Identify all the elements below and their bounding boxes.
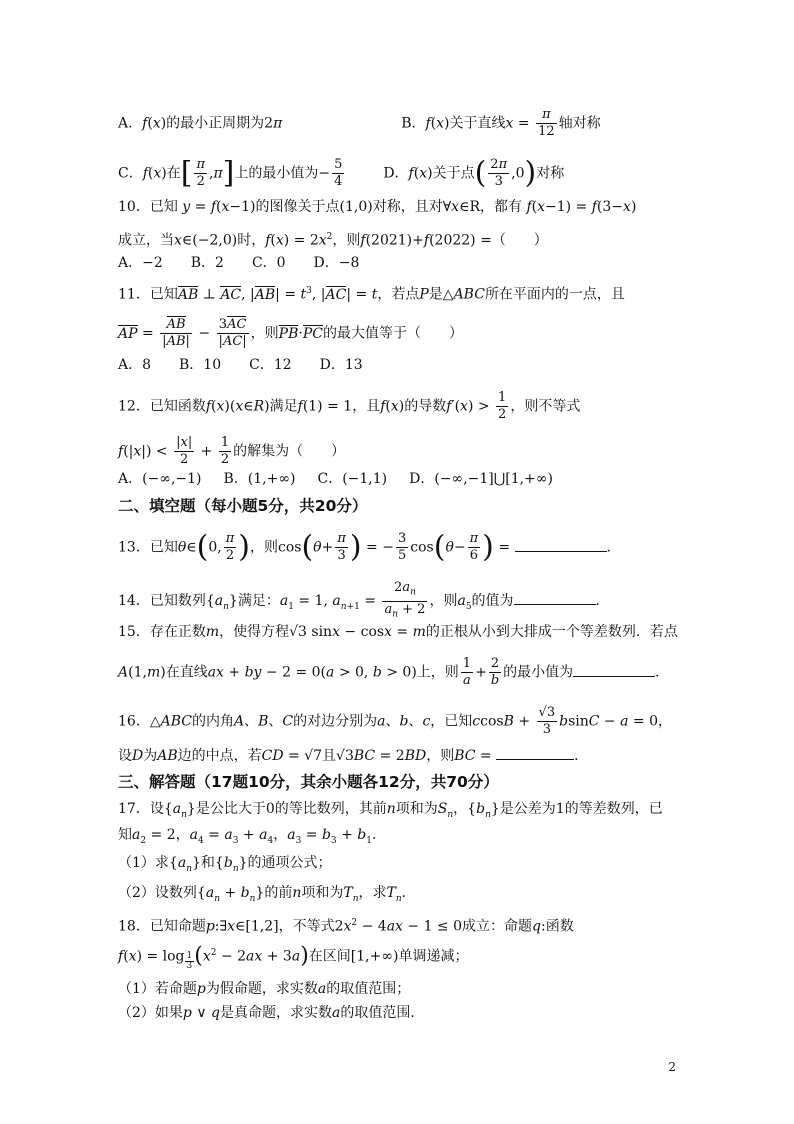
q18-line2: f(x) = log $_{\frac{1}{3}}$ $(x^2 - 2ax + 3a)$在区间[1,+∞)单调递减； xyxy=(118,943,469,972)
q11-line2: AP = $\frac{AB}{|AB|}$ − $\frac{3AC}{|AC|}$ ，则PB·PC的最大值等于（ ） xyxy=(118,317,463,349)
q13-line: 13．已知θ∈(0, $\frac{\pi}{2}$ )，则cos(θ+ $\frac{\pi}{3}$ ) = − $\frac{3}{5}$ cos(θ− $\frac{\pi}{6}$ ) = ． xyxy=(118,529,621,565)
q9-options-line1: A．f(x)的最小正周期为2π B．f(x)关于直线x = $\frac{\pi}{12}$ 轴对称 xyxy=(118,107,601,139)
q15-answer-blank[interactable] xyxy=(573,662,655,677)
q10-line2: 成立，当x∈(−2,0)时，$f(x) = 2x^2$，则f(2021)+f(2022) =（ ） xyxy=(118,232,548,249)
q16-answer-blank[interactable] xyxy=(496,745,574,760)
q11-line1: 11．已知AB ⊥ AC, $|AB| = t^3$, |AC| = t，若点P是△ABC所在平面内的一点，且 xyxy=(118,286,625,303)
q10-line1: 10．已知 y = f(x−1)的图像关于点(1,0)对称，且对∀x∈R，都有 f(x−1) = f(3−x) xyxy=(118,199,637,215)
section-fill-blank-title: 二、填空题（每小题5分，共20分） xyxy=(118,497,368,515)
q18-part2: （2）如果p ∨ q是真命题，求实数a的取值范围． xyxy=(118,1005,425,1021)
q15-line2: A(1,m)在直线ax + by − 2 = 0(a > 0, b > 0)上，则 $\frac{1}{a}$ + $\frac{2}{b}$ 的最小值为 ． xyxy=(118,656,670,688)
q12-line2: f(|x|) < $\frac{|x|}{2}$ + $\frac{1}{2}$ 的解集为（ ） xyxy=(118,435,346,467)
q10-options: A．−2 B．2 C．0 D．−8 xyxy=(118,255,360,271)
q18-part1: （1）若命题p为假命题，求实数a的取值范围； xyxy=(118,981,411,997)
q17-line1: 17．设$\{a_n\}$是公比大于0的等比数列，其前n项和为$S_n$，$\{b_n\}$是公差为1的等差数列，已 xyxy=(118,801,663,820)
q16-line1: 16．△ABC的内角A、B、C的对边分别为a、b、c，已知ccosB + $\frac{√3}{3}$ bsinC − a = 0， xyxy=(118,705,673,737)
q17-part2: （2）设数列$\{a_n + b_n\}$的前n项和为$T_n$，求$T_n$． xyxy=(118,885,416,904)
q14-answer-blank[interactable] xyxy=(514,590,596,605)
q11-options: A．8 B．10 C．12 D．13 xyxy=(118,357,363,373)
q18-line1: 18．已知命题p:∃x∈[1,2]，不等式$2x^2 - 4ax - 1 \le 0$成立：命题q:函数 xyxy=(118,918,574,935)
page-number: 2 xyxy=(668,1060,676,1074)
q17-line2: 知$a_2 = 2$，$a_4 = a_3 + a_4$，$a_3 = b_3 + b_1$． xyxy=(118,827,386,846)
q12-line1: 12．已知函数f(x)(x∈R)满足f(1) = 1，且f(x)的导数f′(x) > $\frac{1}{2}$ ，则不等式 xyxy=(118,390,581,422)
section-solve-title: 三、解答题（17题10分，其余小题各12分，共70分） xyxy=(118,773,499,791)
q15-line1: 15．存在正数m，使得方程√3 sinx − cosx = m的正根从小到大排成一个等差数列．若点 xyxy=(118,624,678,640)
q16-line2: 设D为AB边的中点，若CD = √7且√3BC = 2BD，则BC = ． xyxy=(118,745,588,766)
q12-options: A．(−∞,−1) B．(1,+∞) C．(−1,1) D．(−∞,−1]⋃[1,+∞) xyxy=(118,471,553,487)
q14-line: 14．已知数列$\{a_n\}$满足：$a_1 = 1$, $a_{n+1}$ = $\frac{2a_n}{a_n + 2}$ ，则$a_5$的值为 ． xyxy=(118,580,610,620)
q9-options-line2: C．f(x)在[ $\frac{\pi}{2}$ ,π]上的最小值为− $\frac{5}{4}$ D．f(x)关于点( $\frac{2\pi}{3}$ ,0)对称 xyxy=(118,155,565,191)
q13-answer-blank[interactable] xyxy=(515,537,607,552)
q17-part1: （1）求$\{a_n\}$和$\{b_n\}$的通项公式； xyxy=(118,855,332,874)
